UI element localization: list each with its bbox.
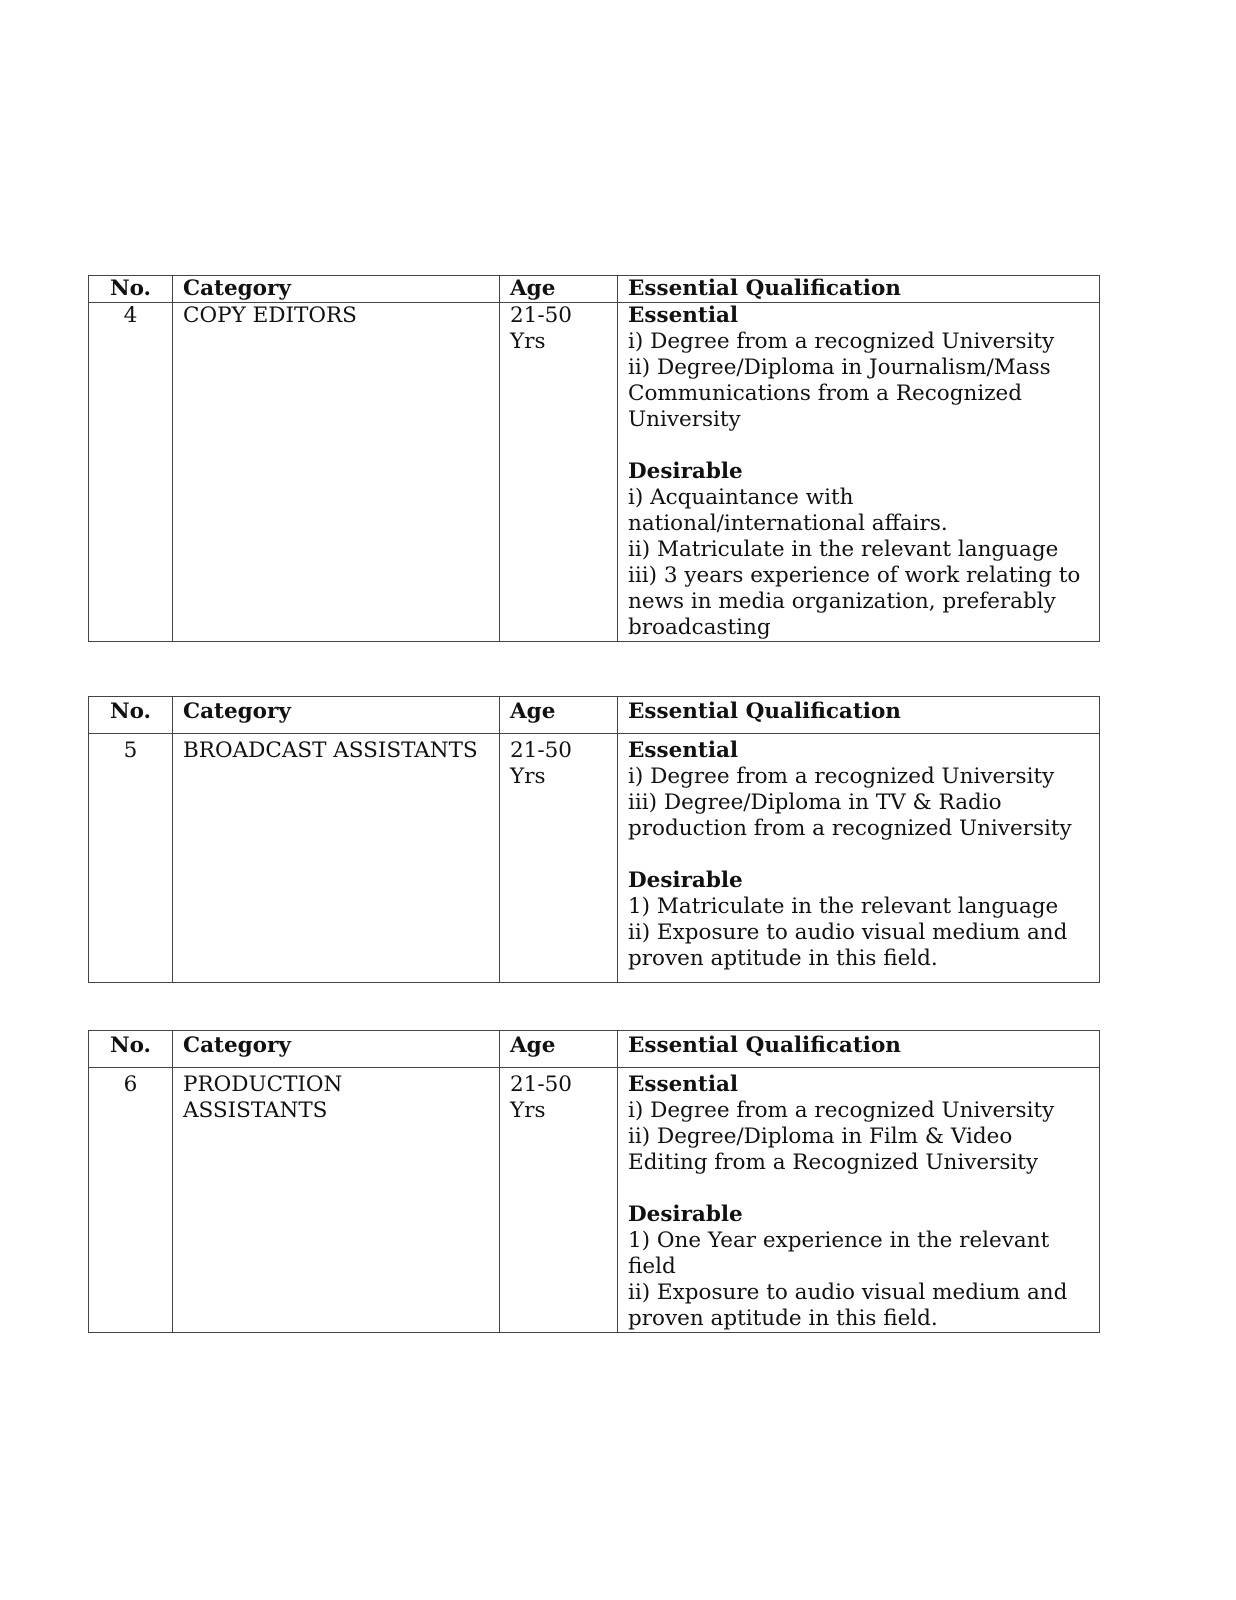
age-range: 21-50 Yrs — [510, 1072, 572, 1123]
position-qualification — [618, 303, 1100, 642]
position-qualification — [618, 1068, 1100, 1333]
position-table-production-assistants — [88, 1030, 1100, 1333]
header-qualification: Essential Qualification — [618, 1031, 1100, 1068]
header-age: Age — [500, 697, 618, 734]
position-age — [500, 734, 618, 983]
section-gap — [628, 1176, 1089, 1202]
desirable-list: 1) One Year experience in the relevant field ii) Exposure to audio visual medium and proven aptitude in this field. — [628, 1228, 1068, 1331]
position-category: COPY EDITORS — [173, 303, 500, 642]
position-qualification — [618, 734, 1100, 983]
table-row — [89, 303, 1100, 642]
position-number: 4 — [89, 303, 173, 642]
essential-list: i) Degree from a recognized University ii) Degree/Diploma in Film & Video Editing from a Recognized University — [628, 1098, 1055, 1175]
section-gap — [628, 842, 1089, 868]
header-no: No. — [89, 276, 173, 303]
essential-list: i) Degree from a recognized University ii) Degree/Diploma in Journalism/Mass Communications from a Recognized University — [628, 329, 1055, 432]
header-age: Age — [500, 276, 618, 303]
table-header-row — [89, 276, 1100, 303]
header-category: Category — [173, 697, 500, 734]
age-range: 21-50 Yrs — [510, 738, 572, 789]
section-gap — [628, 433, 1089, 459]
essential-heading: Essential — [628, 303, 739, 328]
header-age: Age — [500, 1031, 618, 1068]
header-no: No. — [89, 697, 173, 734]
essential-list: i) Degree from a recognized University iii) Degree/Diploma in TV & Radio production from a recognized University — [628, 764, 1072, 841]
position-category: BROADCAST ASSISTANTS — [173, 734, 500, 983]
desirable-heading: Desirable — [628, 868, 743, 893]
header-no: No. — [89, 1031, 173, 1068]
essential-heading: Essential — [628, 738, 739, 763]
header-category: Category — [173, 1031, 500, 1068]
position-table-copy-editors — [88, 275, 1100, 642]
header-qualification: Essential Qualification — [618, 697, 1100, 734]
table-header-row — [89, 1031, 1100, 1068]
desirable-heading: Desirable — [628, 459, 743, 484]
desirable-list: 1) Matriculate in the relevant language ii) Exposure to audio visual medium and proven aptitude in this field. — [628, 894, 1068, 971]
position-table-broadcast-assistants — [88, 696, 1100, 983]
table-row — [89, 734, 1100, 983]
desirable-list: i) Acquaintance with national/international affairs. ii) Matriculate in the relevant language iii) 3 years experience of work relating to news in media organization, preferably broadcasting — [628, 485, 1081, 640]
header-category: Category — [173, 276, 500, 303]
table-header-row — [89, 697, 1100, 734]
table-row — [89, 1068, 1100, 1333]
position-number: 6 — [89, 1068, 173, 1333]
position-category: PRODUCTION ASSISTANTS — [173, 1068, 500, 1333]
age-range: 21-50 Yrs — [510, 303, 572, 354]
header-qualification: Essential Qualification — [618, 276, 1100, 303]
position-age — [500, 303, 618, 642]
position-age — [500, 1068, 618, 1333]
position-number: 5 — [89, 734, 173, 983]
desirable-heading: Desirable — [628, 1202, 743, 1227]
essential-heading: Essential — [628, 1072, 739, 1097]
